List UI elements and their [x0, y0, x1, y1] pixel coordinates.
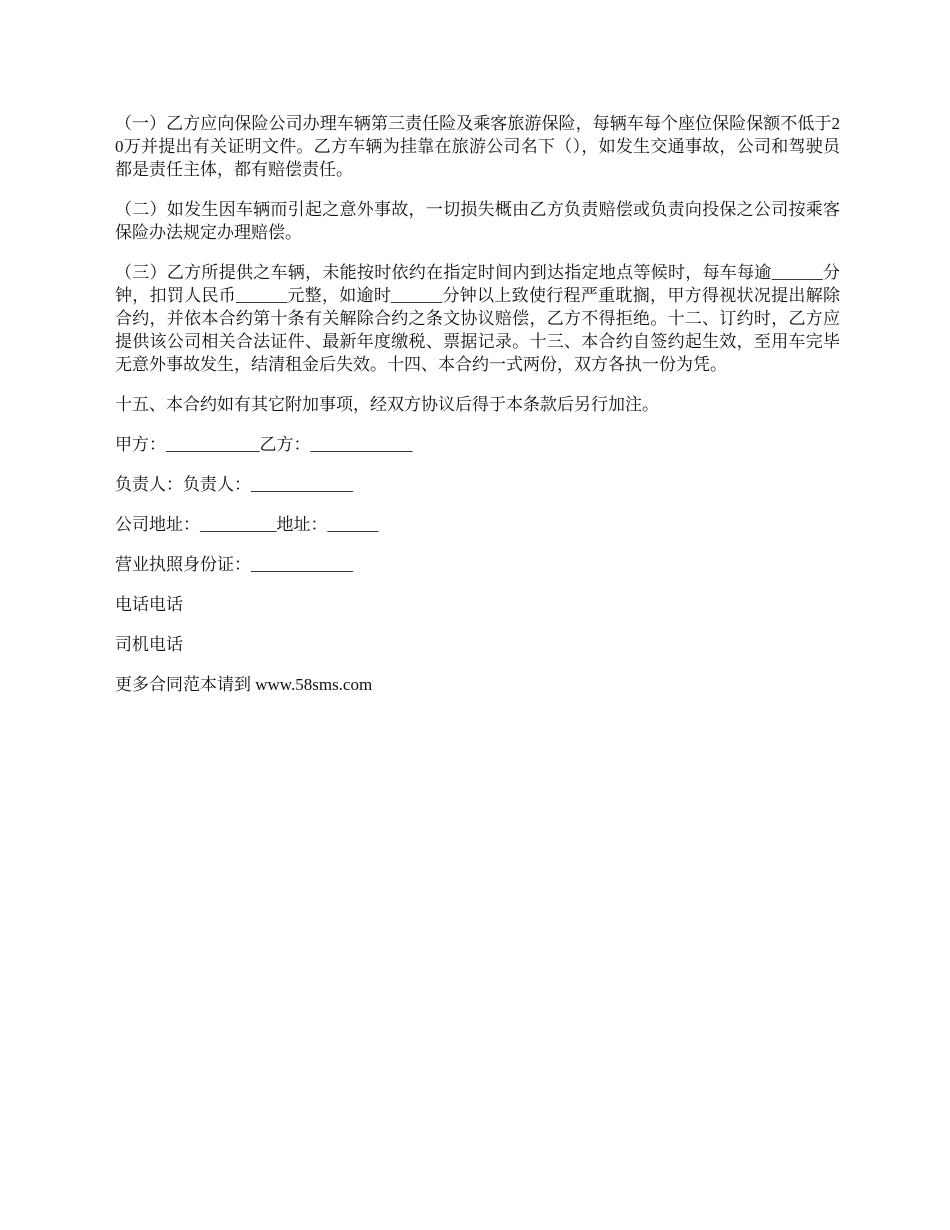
clause-accident-compensation: （二）如发生因车辆而引起之意外事故，一切损失概由乙方负责赔偿或负责向投保之公司按乘客保险办法规定办理赔偿。 — [115, 200, 840, 242]
party-signature-line: 甲方：___________乙方：____________ — [115, 435, 413, 454]
license-id-line: 营业执照身份证：____________ — [115, 555, 353, 574]
more-templates-footer: 更多合同范本请到 www.58sms.com — [115, 675, 373, 694]
phone-line: 电话电话 — [115, 595, 183, 614]
contract-document — [115, 112, 840, 713]
clause-delay-penalty: （三）乙方所提供之车辆，未能按时依约在指定时间内到达指定地点等候时，每车每逾______分钟，扣罚人民币______元整，如逾时______分钟以上致使行程严重耽搁，甲方得视状况提出解除合约，并依本合约第十条有关解除合约之条文协议赔偿，乙方不得拒绝。十二、订约时，乙方应提供该公司相关合法证件、最新年度缴税、票据记录。十三、本合约自签约起生效，至用车完毕无意外事故发生，结清租金后失效。十四、本合约一式两份，双方各执一份为凭。 — [115, 263, 840, 374]
address-line: 公司地址：_________地址：______ — [115, 515, 379, 534]
responsible-person-line: 负责人：负责人：____________ — [115, 475, 353, 494]
clause-insurance: （一）乙方应向保险公司办理车辆第三责任险及乘客旅游保险，每辆车每个座位保险保额不低于20万并提出有关证明文件。乙方车辆为挂靠在旅游公司名下（），如发生交通事故，公司和驾驶员都是责任主体，都有赔偿责任。 — [115, 114, 840, 179]
clause-additional-terms: 十五、本合约如有其它附加事项，经双方协议后得于本条款后另行加注。 — [115, 395, 659, 414]
driver-phone-line: 司机电话 — [115, 635, 183, 654]
